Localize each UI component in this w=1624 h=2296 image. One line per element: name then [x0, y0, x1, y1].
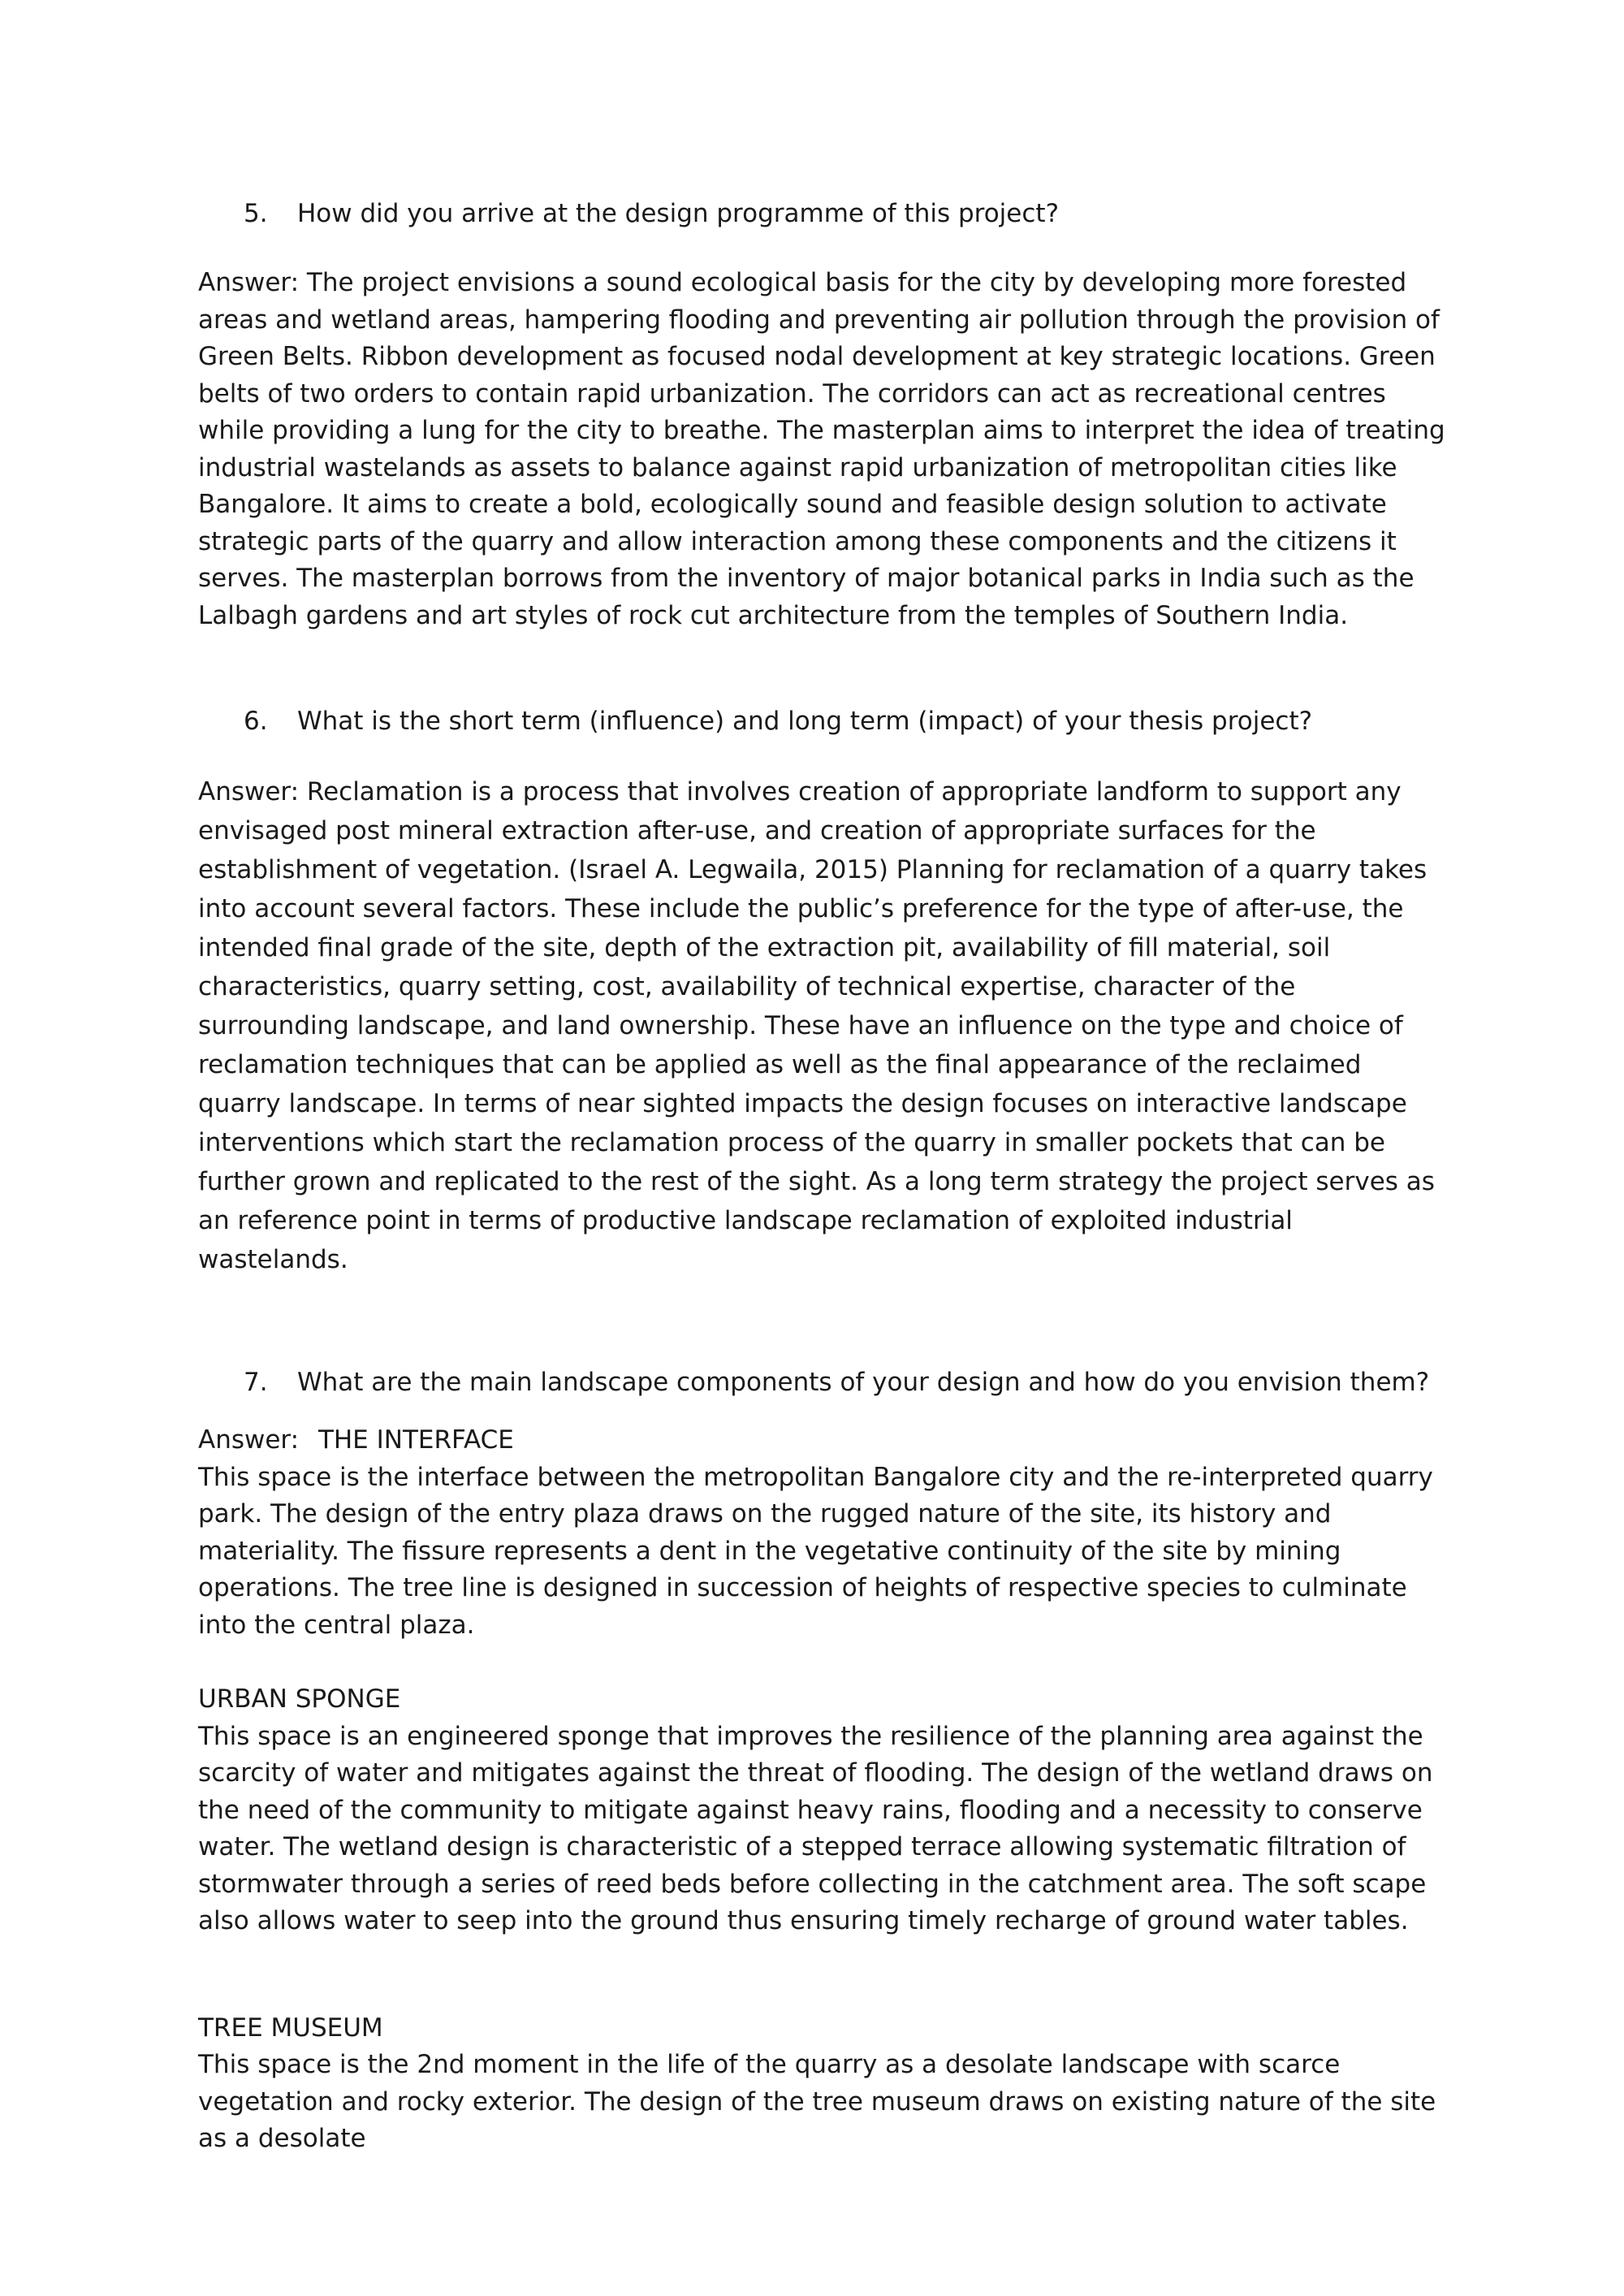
section-urban-sponge [198, 1681, 1449, 1940]
question-text: What is the short term (influence) and long term (impact) of your thesis project? [297, 707, 1313, 736]
question-number: 5. [244, 199, 268, 228]
section-heading [198, 1422, 1449, 1459]
question-number: 7. [244, 1368, 268, 1397]
section-text: This space is the 2nd moment in the life of the quarry as a desolate landscape with scarce vegetation and rocky exterior. The design of the tree museum draws on existing nature of the site as a desolate [198, 2050, 1436, 2153]
question-6 [198, 703, 1449, 740]
question-text: How did you arrive at the design programme of this project? [297, 199, 1060, 228]
section-title: URBAN SPONGE [198, 1684, 401, 1714]
section-interface [198, 1422, 1449, 1644]
question-7 [198, 1364, 1449, 1401]
section-tree-museum [198, 2010, 1449, 2158]
question-number: 6. [244, 707, 268, 736]
answer-6: Answer: Reclamation is a process that involves creation of appropriate landform to support any envisaged post mineral extraction after-use, and creation of appropriate surfaces for the establishment of vegetation. (Israel A. Legwaila, 2015) Planning for reclamation of a quarry takes into account several factors. These include the public’s preference for the type of after-use, the intended final grade of the site, depth of the extraction pit, availability of fill material, soil characteristics, quarry setting, cost, availability of technical expertise, character of the surrounding landscape, and land ownership. These have an influence on the type and choice of reclamation techniques that can be applied as well as the final appearance of the reclaimed quarry landscape. In terms of near sighted impacts the design focuses on interactive landscape interventions which start the reclamation process of the quarry in smaller pockets that can be further grown and replicated to the rest of the sight. As a long term strategy the project serves as an reference point in terms of productive landscape reclamation of exploited industrial wastelands. [198, 777, 1435, 1274]
question-5 [198, 195, 1449, 232]
answer-5: Answer: The project envisions a sound ecological basis for the city by developing more forested areas and wetland areas, hampering flooding and preventing air pollution through the provision of Green Belts. Ribbon development as focused nodal development at key strategic locations. Green belts of two orders to contain rapid urbanization. The corridors can act as recreational centres while providing a lung for the city to breathe. The masterplan aims to interpret the idea of treating industrial wastelands as assets to balance against rapid urbanization of metropolitan cities like Bangalore. It aims to create a bold, ecologically sound and feasible design solution to activate strategic parts of the quarry and allow interaction among these components and the citizens it serves. The masterplan borrows from the inventory of major botanical parks in India such as the Lalbagh gardens and art styles of rock cut architecture from the temples of Southern India. [198, 268, 1445, 630]
section-title: THE INTERFACE [317, 1425, 514, 1455]
answer-label: Answer: [198, 1425, 300, 1455]
section-title: TREE MUSEUM [198, 2013, 383, 2043]
section-text: This space is an engineered sponge that improves the resilience of the planning area against the scarcity of water and mitigates against the threat of flooding. The design of the wetland draws on the need of the community to mitigate against heavy rains, flooding and a necessity to conserve water. The wetland design is characteristic of a stepped terrace allowing systematic filtration of stormwater through a series of reed beds before collecting in the catchment area. The soft scape also allows water to seep into the ground thus ensuring timely recharge of ground water tables. [198, 1721, 1433, 1935]
question-text: What are the main landscape components of your design and how do you envision them? [297, 1368, 1430, 1397]
section-text: This space is the interface between the metropolitan Bangalore city and the re-interpreted quarry park. The design of the entry plaza draws on the rugged nature of the site, its history and materiality. The fissure represents a dent in the vegetative continuity of the site by mining operations. The tree line is designed in succession of heights of respective species to culminate into the central plaza. [198, 1462, 1433, 1640]
document-page [198, 195, 1449, 2158]
